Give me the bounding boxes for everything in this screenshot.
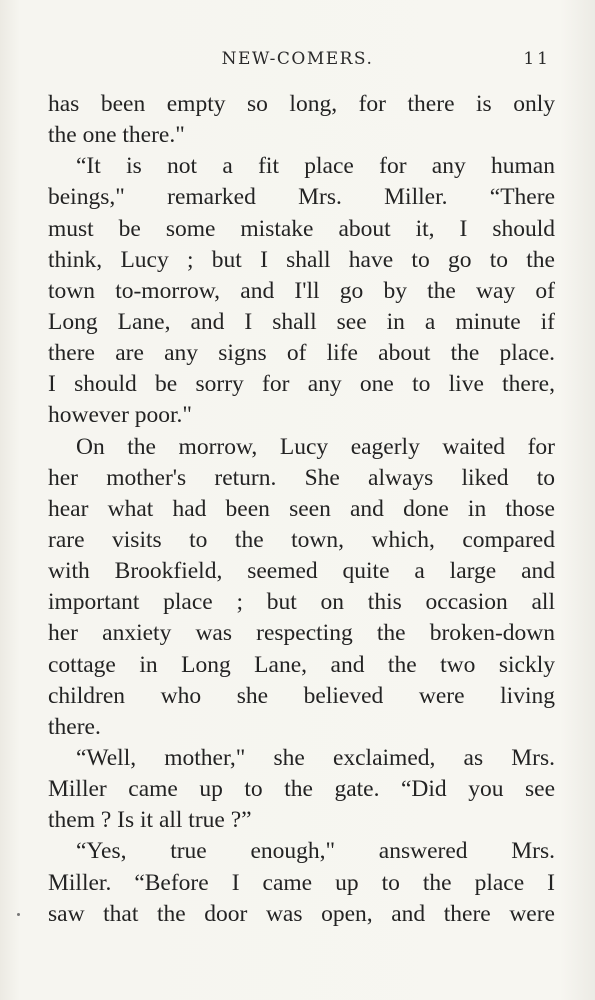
text-line: them ? Is it all true ?” <box>48 807 252 834</box>
page-number: 11 <box>523 49 551 69</box>
margin-speck <box>17 913 20 916</box>
text-line: Miller. “Before I came up to the place I <box>48 869 555 896</box>
text-line: children who she believed were living <box>48 682 555 709</box>
text-line: Miller came up to the gate. “Did you see <box>48 776 555 803</box>
text-line: cottage in Long Lane, and the two sickly <box>48 651 555 678</box>
text-line: “It is not a fit place for any human <box>76 153 555 180</box>
body-text <box>48 89 555 930</box>
text-line: “Yes, true enough," answered Mrs. <box>76 838 555 865</box>
text-line: there are any signs of life about the place. <box>48 340 555 367</box>
running-head: NEW-COMERS. <box>221 49 374 69</box>
text-line: her mother's return. She always liked to <box>48 464 555 491</box>
text-line: important place ; but on this occasion all <box>48 589 555 616</box>
text-line: saw that the door was open, and there were <box>48 900 555 927</box>
text-line: think, Lucy ; but I shall have to go to the <box>48 246 555 273</box>
text-line: however poor." <box>48 402 193 429</box>
text-line: On the morrow, Lucy eagerly waited for <box>76 433 555 460</box>
text-line: I should be sorry for any one to live there, <box>48 371 555 398</box>
page-header <box>0 46 595 76</box>
text-line: there. <box>48 713 101 740</box>
text-line: rare visits to the town, which, compared <box>48 526 555 553</box>
text-line: beings," remarked Mrs. Miller. “There <box>48 184 555 211</box>
text-line: has been empty so long, for there is only <box>48 91 555 117</box>
text-line: hear what had been seen and done in those <box>48 495 555 522</box>
text-line: the one there." <box>48 122 185 149</box>
text-line: her anxiety was respecting the broken-down <box>48 620 555 647</box>
text-line: “Well, mother," she exclaimed, as Mrs. <box>76 744 555 771</box>
text-line: with Brookfield, seemed quite a large and <box>48 558 555 585</box>
text-line: town to-morrow, and I'll go by the way of <box>48 277 555 304</box>
text-line: must be some mistake about it, I should <box>48 215 555 242</box>
text-line: Long Lane, and I shall see in a minute if <box>48 308 555 335</box>
